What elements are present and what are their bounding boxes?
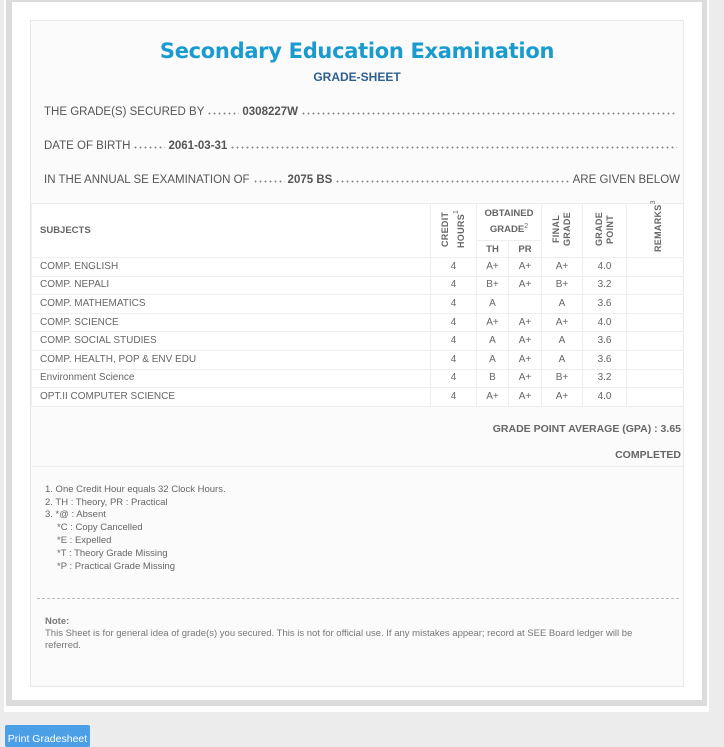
credit-hours-cell: 4: [431, 369, 477, 388]
gradesheet: [30, 20, 684, 687]
result-status: COMPLETED: [615, 448, 681, 461]
grade-point-cell: 3.2: [583, 276, 627, 295]
footnotes: [45, 484, 683, 574]
header-obtained-grade: OBTAINED GRADE$^2$: [477, 204, 542, 241]
grade-sheet-heading: GRADE-SHEET: [313, 70, 401, 84]
theory-grade-cell: B+: [477, 276, 509, 295]
table-row: [32, 388, 685, 407]
dotted-leader: [133, 146, 165, 149]
table-row: [32, 276, 685, 295]
exam-label: IN THE ANNUAL SE EXAMINATION OF: [44, 174, 250, 186]
footnote: *E : Expelled: [57, 534, 112, 546]
exam-line: [44, 173, 680, 187]
practical-grade-cell: A+: [509, 369, 542, 388]
final-grade-cell: A+: [542, 313, 583, 332]
practical-grade-cell: A+: [509, 313, 542, 332]
header-remarks: REMARKS$^3$: [627, 204, 684, 258]
dotted-leader: [253, 180, 285, 183]
dotted-leader: [230, 146, 677, 149]
footnote: *C : Copy Cancelled: [57, 522, 143, 534]
header-final-grade: FINAL GRADE: [542, 204, 583, 258]
theory-grade-cell: A+: [477, 313, 509, 332]
dotted-leader: [301, 112, 677, 115]
table-row: [32, 295, 685, 314]
subject-cell: COMP. HEALTH, POP & ENV EDU: [32, 350, 431, 369]
final-grade-cell: A+: [542, 388, 583, 407]
practical-grade-cell: A+: [509, 388, 542, 407]
header-subjects: SUBJECTS: [32, 204, 431, 258]
exam-year: 2075 BS: [287, 174, 333, 186]
credit-hours-cell: 4: [431, 350, 477, 369]
footnote: 2. TH : Theory, PR : Practical: [45, 496, 168, 508]
grade-point-cell: 3.6: [583, 332, 627, 351]
gradesheet-frame: [6, 0, 707, 706]
grade-point-cell: 4.0: [583, 388, 627, 407]
theory-grade-cell: A+: [477, 258, 509, 277]
table-row: [32, 258, 685, 277]
table-row: [32, 313, 685, 332]
table-row: [32, 350, 685, 369]
subject-cell: Environment Science: [32, 369, 431, 388]
table-row: [32, 369, 685, 388]
remarks-cell: [627, 276, 684, 295]
header-grade-point: GRADE POINT: [583, 204, 627, 258]
footnote: *T : Theory Grade Missing: [57, 547, 168, 559]
footnote: *P : Practical Grade Missing: [57, 560, 176, 572]
note-text: This Sheet is for general idea of grade(s) you secured. This is not for official use. If any mistakes appear; record at SEE Board ledger will be referred.: [45, 628, 633, 652]
subject-cell: COMP. SCIENCE: [32, 313, 431, 332]
footnote: 3. *@ : Absent: [45, 509, 106, 521]
print-gradesheet-button[interactable]: Print Gradesheet: [5, 725, 90, 747]
table-row: [32, 332, 685, 351]
secured-by-label: THE GRADE(S) SECURED BY: [44, 106, 205, 118]
remarks-cell: [627, 258, 684, 277]
grades-table: [31, 200, 684, 407]
final-grade-cell: A: [542, 295, 583, 314]
grade-point-cell: 3.2: [583, 369, 627, 388]
dob-label: DATE OF BIRTH: [44, 140, 131, 152]
subject-cell: COMP. ENGLISH: [32, 258, 431, 277]
theory-grade-cell: B: [477, 369, 509, 388]
practical-grade-cell: A+: [509, 276, 542, 295]
practical-grade-cell: A+: [509, 350, 542, 369]
theory-grade-cell: A: [477, 295, 509, 314]
dob-line: [44, 139, 680, 153]
practical-grade-cell: [509, 295, 542, 314]
grade-point-cell: 4.0: [583, 258, 627, 277]
header-credit-hours: CREDIT HOURS$^1$: [431, 204, 477, 258]
final-grade-cell: A: [542, 332, 583, 351]
note: [45, 616, 665, 652]
grade-point-cell: 3.6: [583, 295, 627, 314]
practical-grade-cell: A+: [509, 258, 542, 277]
credit-hours-cell: 4: [431, 258, 477, 277]
page-container: [4, 0, 709, 712]
final-grade-cell: B+: [542, 369, 583, 388]
gpa-summary: GRADE POINT AVERAGE (GPA) : 3.65: [492, 422, 681, 435]
final-grade-cell: A: [542, 350, 583, 369]
remarks-cell: [627, 369, 684, 388]
header-pr: PR: [509, 241, 542, 258]
credit-hours-cell: 4: [431, 295, 477, 314]
gradesheet-panel: [12, 2, 702, 700]
credit-hours-cell: 4: [431, 313, 477, 332]
final-grade-cell: B+: [542, 276, 583, 295]
secured-by-line: [44, 105, 680, 119]
remarks-cell: [627, 350, 684, 369]
remarks-cell: [627, 332, 684, 351]
theory-grade-cell: A: [477, 332, 509, 351]
exam-title: Secondary Education Examination: [159, 39, 555, 63]
subject-cell: COMP. NEPALI: [32, 276, 431, 295]
subject-cell: COMP. MATHEMATICS: [32, 295, 431, 314]
footnote: 1. One Credit Hour equals 32 Clock Hours.: [45, 483, 226, 495]
divider: [31, 466, 684, 467]
remarks-cell: [627, 313, 684, 332]
symbol-number: 0308227W: [242, 106, 299, 118]
dashed-divider: [37, 598, 679, 599]
remarks-cell: [627, 295, 684, 314]
header-th: TH: [477, 241, 509, 258]
note-label: Note:: [45, 616, 70, 628]
dotted-leader: [335, 180, 569, 183]
grade-point-cell: 4.0: [583, 313, 627, 332]
dob-value: 2061-03-31: [168, 140, 228, 152]
final-grade-cell: A+: [542, 258, 583, 277]
dotted-leader: [207, 112, 239, 115]
credit-hours-cell: 4: [431, 276, 477, 295]
practical-grade-cell: A+: [509, 332, 542, 351]
credit-hours-cell: 4: [431, 332, 477, 351]
theory-grade-cell: A+: [477, 388, 509, 407]
remarks-cell: [627, 388, 684, 407]
grade-point-cell: 3.6: [583, 350, 627, 369]
subject-cell: COMP. SOCIAL STUDIES: [32, 332, 431, 351]
theory-grade-cell: A: [477, 350, 509, 369]
credit-hours-cell: 4: [431, 388, 477, 407]
exam-suffix: ARE GIVEN BELOW: [572, 174, 680, 186]
subject-cell: OPT.II COMPUTER SCIENCE: [32, 388, 431, 407]
